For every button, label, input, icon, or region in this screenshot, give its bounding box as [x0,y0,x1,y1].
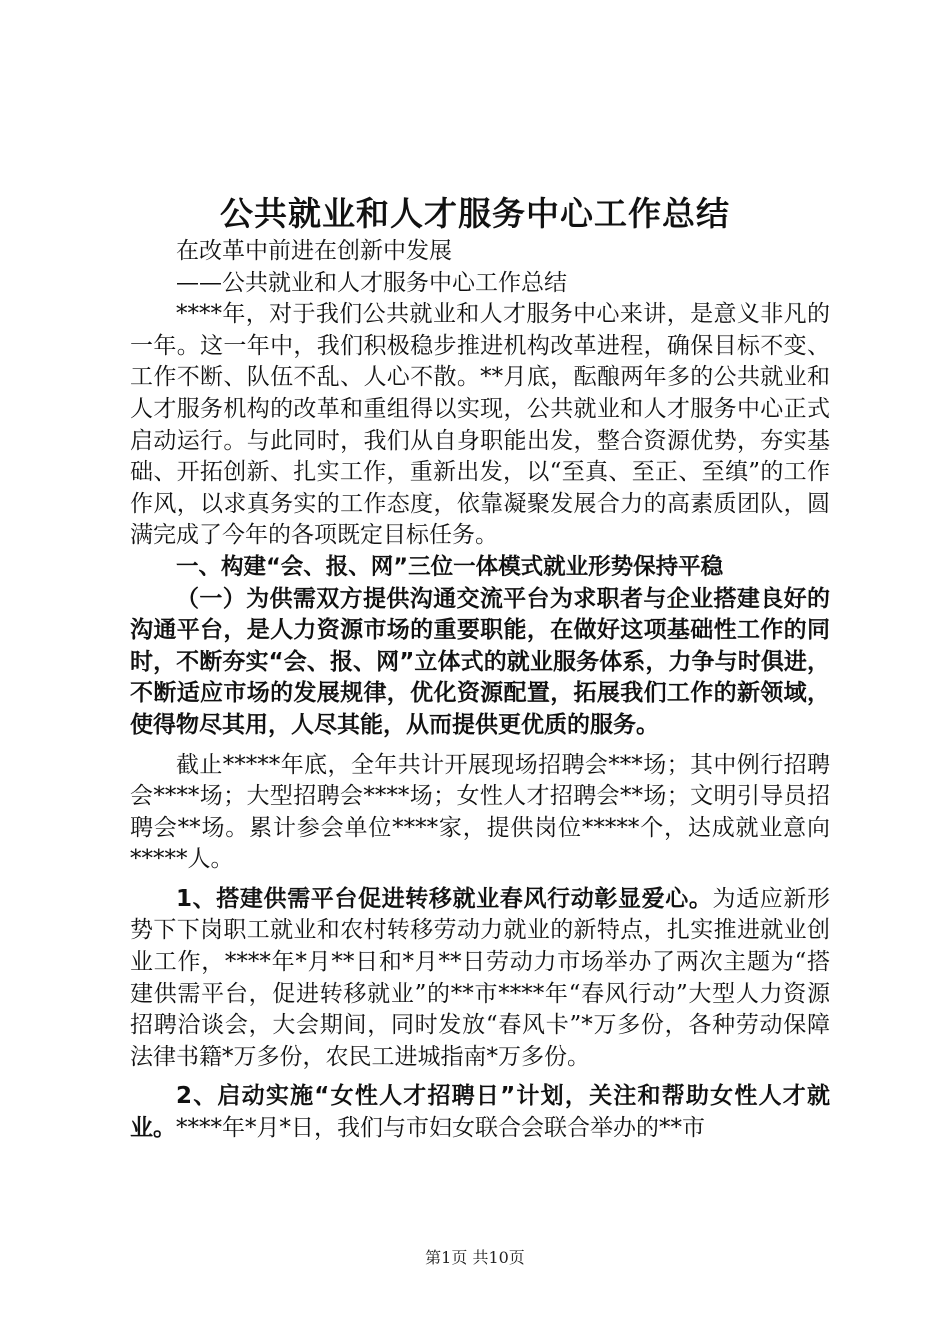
platform-paragraph: （一）为供需双方提供沟通交流平台为求职者与企业搭建良好的沟通平台，是人力资源市场的重要职能，在做好这项基础性工作的同时，不断夯实“会、报、网”立体式的就业服务体系，力争与时俱进，不断适应市场的发展规律，优化资源配置，拓展我们工作的新领域，使得物尽其用，人尽其能，从而提供更优质的服务。 [130,585,830,738]
section-heading-1: 一、构建“会、报、网”三位一体模式就业形势保持平稳 [176,553,724,580]
intro-paragraph: ****年，对于我们公共就业和人才服务中心来讲，是意义非凡的一年。这一年中，我们积极稳步推进机构改革进程，确保目标不变、工作不断、队伍不乱、人心不散。**月底，酝酿两年多的公共就业和人才服务机构的改革和重组得以实现，公共就业和人才服务中心正式启动运行。与此同时，我们从自身职能出发，整合资源优势，夯实基础、开拓创新、扎实工作，重新出发，以“至真、至正、至缜”的工作作风，以求真务实的工作态度，依靠凝聚发展合力的高素质团队，圆满完成了今年的各项既定目标任务。 [130,301,830,549]
item-2-paragraph [130,1081,830,1144]
item-2-lead: 2、启动实施“女性人才招聘日”计划，关注和帮助女性人才就业。 [130,1083,830,1142]
stats-paragraph: 截止*****年底，全年共计开展现场招聘会***场；其中例行招聘会****场；大型招聘会****场；女性人才招聘会**场；文明引导员招聘会**场。累计参会单位****家，提供岗位*****个，达成就业意向*****人。 [130,751,830,873]
document-title: 公共就业和人才服务中心工作总结 [220,194,730,233]
item-1-body: 为适应新形势下下岗职工就业和农村转移劳动力就业的新特点，扎实推进就业创业工作，****年*月**日和*月**日劳动力市场举办了两次主题为“搭建供需平台，促进转移就业”的**市****年“春风行动”大型人力资源招聘洽谈会，大会期间，同时发放“春风卡”*万多份，各种劳动保障法律书籍*万多份，农民工进城指南*万多份。 [130,885,831,1070]
item-1-lead: 1、搭建供需平台促进转移就业春风行动彰显爱心。 [176,885,713,912]
item-1-paragraph [130,884,830,1074]
item-2-body: ****年*月*日，我们与市妇女联合会联合举办的**市 [176,1115,705,1142]
subtitle-line-1: 在改革中前进在创新中发展 [176,238,452,264]
document-body [130,236,830,1145]
page-number: 第1页 共10页 [425,1248,525,1267]
subtitle-line-2: ——公共就业和人才服务中心工作总结 [176,269,567,296]
